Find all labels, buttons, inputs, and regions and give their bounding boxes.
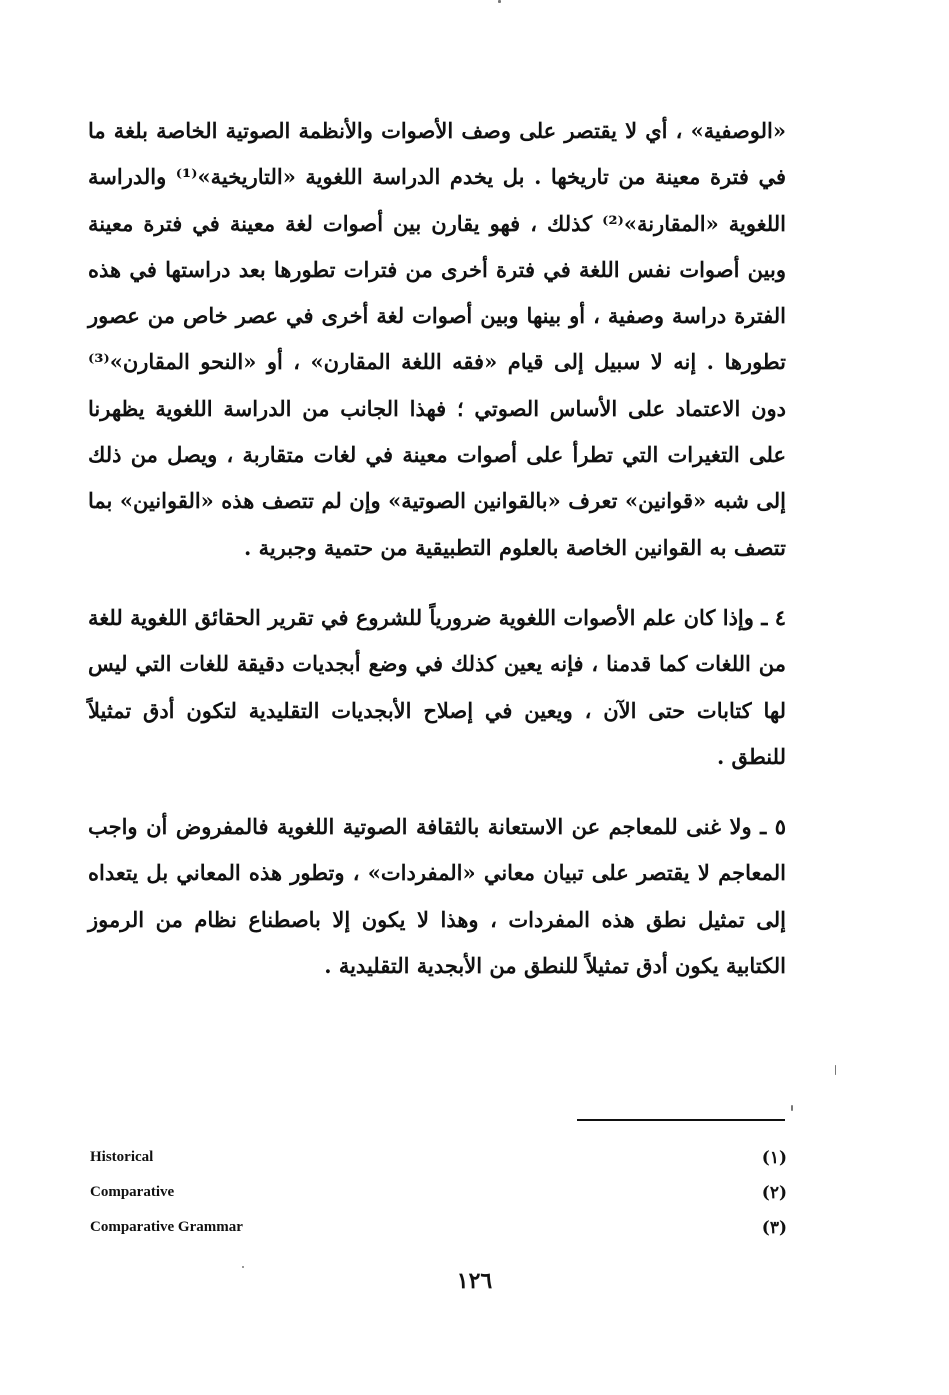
scan-speck [791, 1105, 793, 1111]
paragraph: «الوصفية» ، أي لا يقتصر على وصف الأصوات والأنظمة الصوتية الخاصة بلغة ما في فترة معينة من تاريخها . بل يخدم الدراسة اللغوية «التاريخية»⁽¹⁾ والدراسة اللغوية «المقارنة»⁽²⁾ كذلك ، فهو يقارن بين أصوات لغة معينة في فترة معينة وبين أصوات نفس اللغة في فترة أخرى من فترات تطورها بعد دراستها في هذه الفترة دراسة وصفية ، أو بينها وبين أصوات لغة أخرى في عصر خاص من عصور تطورها . إنه لا سبيل إلى قيام «فقه اللغة المقارن» ، أو «النحو المقارن»⁽³⁾ دون الاعتماد على الأساس الصوتي ؛ فهذا الجانب من الدراسة اللغوية يظهرنا على التغيرات التي تطرأ على أصوات معينة في لغات متقاربة ، ويصل من ذلك إلى شبه «قوانين» تعرف «بالقوانين الصوتية» وإن لم تتصف هذه «القوانين» بما تتصف به القوانين الخاصة بالعلوم التطبيقية من حتمية وجبرية . [88, 118, 786, 560]
footnote-term: Comparative [90, 1184, 175, 1200]
footnote-term: Comparative Grammar [90, 1219, 243, 1235]
footnote [90, 1140, 787, 1175]
scan-speck [835, 1065, 836, 1075]
paragraph: ٤ ـ وإذا كان علم الأصوات اللغوية ضرورياً للشروع في تقرير الحقائق اللغوية للغة من اللغات كما قدمنا ، فإنه يعين كذلك في وضع أبجديات دقيقة للغات التي ليس لها كتابات حتى الآن ، ويعين في إصلاح الأبجديات التقليدية لتكون أدق تمثيلاً للنطق . [88, 604, 786, 769]
footnotes [90, 1140, 787, 1245]
footnote-term: Historical [90, 1149, 154, 1165]
paragraph: ٥ ـ ولا غنى للمعاجم عن الاستعانة بالثقافة الصوتية اللغوية فالمفروض أن واجب المعاجم لا يقتصر على تبيان معاني «المفردات» ، وتطور هذه المعاني بل يتعداه إلى تمثيل نطق هذه المفردات ، وهذا لا يكون إلا باصطناع نظام من الرموز الكتابية يكون أدق تمثيلاً للنطق من الأبجدية التقليدية . [88, 814, 786, 979]
body-text [88, 108, 786, 989]
footnote-number: (٣) [761, 1217, 787, 1238]
page-number: ١٢٦ [456, 1268, 493, 1294]
footnote-separator [577, 1119, 785, 1121]
footnote [90, 1210, 787, 1245]
scan-speck [242, 1266, 244, 1268]
footnote-number: (١) [761, 1147, 787, 1168]
footnote-number: (٢) [761, 1182, 787, 1203]
footnote [90, 1175, 787, 1210]
scan-speck [498, 0, 501, 3]
